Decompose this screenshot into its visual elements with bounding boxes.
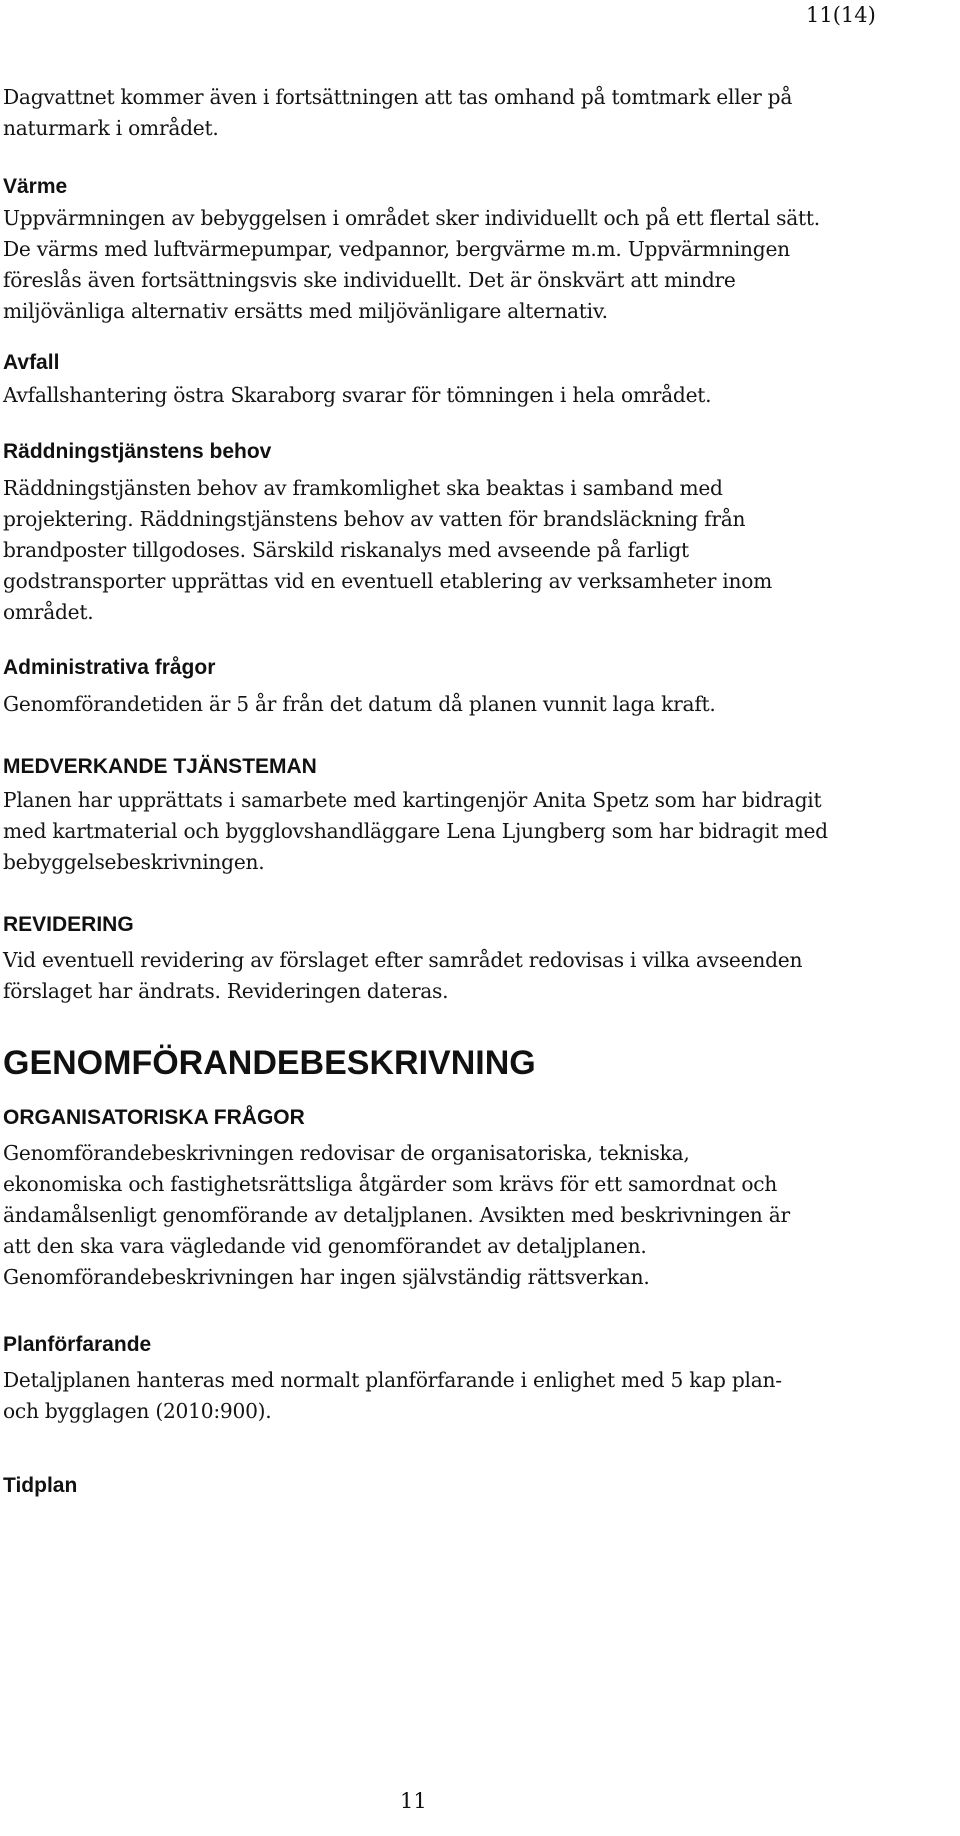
varme-paragraph: Uppvärmningen av bebyggelsen i området sker individuellt och på ett flertal sätt. De värms med luftvärmepumpar, vedpannor, bergvärme m.m. Uppvärmningen föreslås även fortsättningsvis ske individuellt. Det är önskvärt att mindre miljövänliga alternativ ersätts med miljövänligare alternativ. — [3, 206, 820, 323]
administrativa-paragraph: Genomförandetiden är 5 år från det datum då planen vunnit laga kraft. — [3, 692, 716, 716]
heading-medverkande-tjansteman: MEDVERKANDE TJÄNSTEMAN — [3, 755, 317, 778]
heading-genomforandebeskrivning: GENOMFÖRANDEBESKRIVNING — [3, 1044, 536, 1082]
heading-avfall: Avfall — [3, 351, 60, 374]
page-number: 11 — [400, 1789, 427, 1813]
heading-raddningstjanst: Räddningstjänstens behov — [3, 440, 272, 463]
heading-revidering: REVIDERING — [3, 913, 134, 936]
medverkande-paragraph: Planen har upprättats i samarbete med kartingenjör Anita Spetz som har bidragit med kartmaterial och bygglovshandläggare Lena Ljungberg som har bidragit med bebyggelsebeskrivningen. — [3, 788, 828, 874]
raddningstjanst-paragraph: Räddningstjänsten behov av framkomlighet ska beaktas i samband med projektering. Räddningstjänstens behov av vatten för brandsläckning från brandposter tillgodoses. Särskild riskanalys med avseende på farligt godstransporter upprättas vid en eventuell etablering av verksamheter inom området. — [3, 476, 773, 624]
planforfarande-paragraph: Detaljplanen hanteras med normalt planförfarande i enlighet med 5 kap plan- och bygglagen (2010:900). — [3, 1368, 782, 1423]
intro-paragraph: Dagvattnet kommer även i fortsättningen att tas omhand på tomtmark eller på naturmark i området. — [3, 85, 793, 140]
heading-organisatoriska-fragor: ORGANISATORISKA FRÅGOR — [3, 1106, 305, 1129]
organisatoriska-paragraph: Genomförandebeskrivningen redovisar de organisatoriska, tekniska, ekonomiska och fastighetsrättsliga åtgärder som krävs för ett samordnat och ändamålsenligt genomförande av detaljplanen. Avsikten med beskrivningen är att den ska vara vägledande vid genomförandet av detaljplanen. Genomförandebeskrivningen har ingen självständig rättsverkan. — [3, 1141, 790, 1289]
heading-varme: Värme — [3, 175, 68, 198]
heading-tidplan: Tidplan — [3, 1474, 78, 1497]
avfall-paragraph: Avfallshantering östra Skaraborg svarar för tömningen i hela området. — [3, 383, 712, 407]
revidering-paragraph: Vid eventuell revidering av förslaget efter samrådet redovisas i vilka avseenden förslaget har ändrats. Revideringen dateras. — [3, 948, 803, 1003]
page-reference: 11(14) — [806, 3, 876, 27]
heading-planforfarande: Planförfarande — [3, 1333, 152, 1356]
document-body — [3, 82, 953, 1500]
heading-administrativa-fragor: Administrativa frågor — [3, 656, 216, 679]
